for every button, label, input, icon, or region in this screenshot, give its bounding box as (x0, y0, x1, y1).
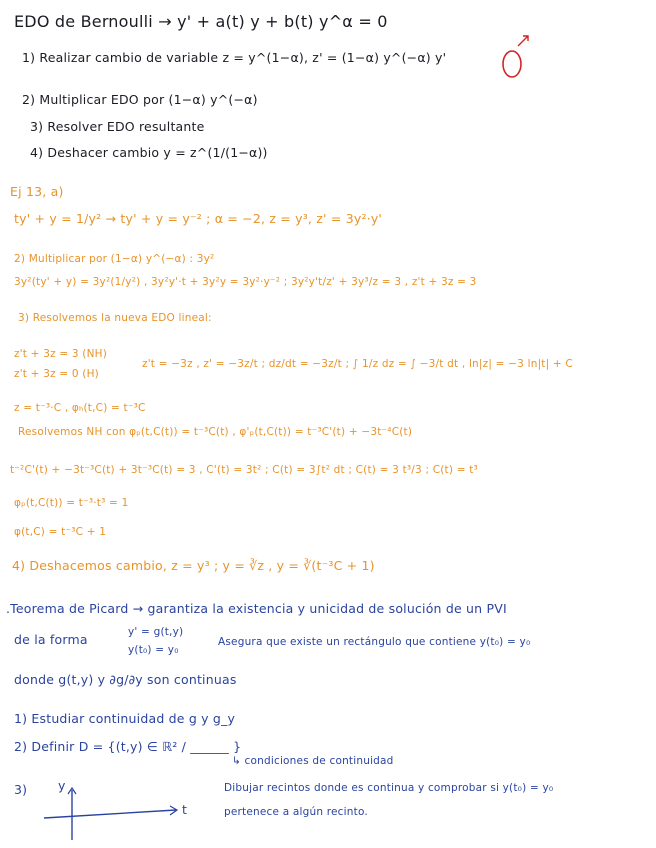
example-deshacemos: 4) Deshacemos cambio, z = y³ ; y = ∛z , y = ∛(t⁻³C + 1) (12, 558, 375, 573)
example-step-2: 2) Multiplicar por (1−α) y^(−α) : 3y² (14, 253, 215, 265)
example-z-solution: z = t⁻³·C , φₕ(t,C) = t⁻³C (14, 402, 146, 414)
example-h: z't + 3z = 0 (H) (14, 368, 99, 380)
bernoulli-step-4: 4) Deshacer cambio y = z^(1/(1−α)) (30, 145, 268, 160)
bernoulli-title: EDO de Bernoulli → y' + a(t) y + b(t) y^α = 0 (14, 12, 388, 31)
example-label: Ej 13, a) (10, 184, 64, 199)
bernoulli-step-2: 2) Multiplicar EDO por (1−α) y^(−α) (22, 92, 258, 107)
example-resolvemos: Resolvemos NH con φₚ(t,C(t)) = t⁻³C(t) , φ'ₚ(t,C(t)) = t⁻³C'(t) + −3t⁻⁴C(t) (18, 426, 413, 438)
picard-dibujar-2: pertenece a algún recinto. (224, 806, 368, 818)
t-axis-line (44, 810, 176, 818)
bernoulli-step-1: 1) Realizar cambio de variable z = y^(1−α), z' = (1−α) y^(−α) y' (22, 50, 447, 65)
example-eq1: ty' + y = 1/y² → ty' + y = y⁻² ; α = −2, z = y³, z' = 3y²·y' (14, 211, 383, 226)
example-line-3: 3y²(ty' + y) = 3y²(1/y²) , 3y²y'·t + 3y²y = 3y²·y⁻² ; 3y²y't/z' + 3y³/z = 3 , z't + 3z = 3 (14, 276, 477, 288)
t-axis-label: t (182, 802, 188, 817)
picard-step-2: 2) Definir D = {(t,y) ∈ ℝ² / ______ } (14, 739, 242, 754)
picard-system-2: y(t₀) = y₀ (128, 644, 179, 656)
picard-asegura: Asegura que existe un rectángulo que contiene y(t₀) = y₀ (218, 636, 531, 648)
example-phi: φ(t,C) = t⁻³C + 1 (14, 526, 107, 538)
example-h-solution: z't = −3z , z' = −3z/t ; dz/dt = −3z/t ; ∫ 1/z dz = ∫ −3/t dt , ln|z| = −3 ln|t| + C (142, 358, 573, 370)
picard-dibujar-1: Dibujar recintos donde es continua y comprobar si y(t₀) = y₀ (224, 782, 554, 794)
picard-step-1: 1) Estudiar continuidad de g y g_y (14, 711, 236, 726)
example-nh: z't + 3z = 3 (NH) (14, 348, 108, 360)
picard-condition-note: ↳ condiciones de continuidad (232, 755, 394, 767)
example-substitution: t⁻²C'(t) + −3t⁻³C(t) + 3t⁻³C(t) = 3 , C'(t) = 3t² ; C(t) = 3∫t² dt ; C(t) = 3 t³/3 ; C(t) = t³ (10, 464, 478, 476)
picard-step-3: 3) (14, 782, 28, 797)
y-axis-label: y (58, 778, 66, 793)
example-phi-p: φₚ(t,C(t)) = t⁻³·t³ = 1 (14, 497, 129, 509)
picard-donde: donde g(t,y) y ∂g/∂y son continuas (14, 672, 237, 687)
picard-forma-label: de la forma (14, 632, 88, 647)
picard-title: .Teorema de Picard → garantiza la existencia y unicidad de solución de un PVI (6, 601, 507, 616)
picard-system-1: y' = g(t,y) (128, 626, 184, 638)
example-step-3: 3) Resolvemos la nueva EDO lineal: (18, 312, 212, 324)
bernoulli-step-3: 3) Resolver EDO resultante (30, 119, 205, 134)
